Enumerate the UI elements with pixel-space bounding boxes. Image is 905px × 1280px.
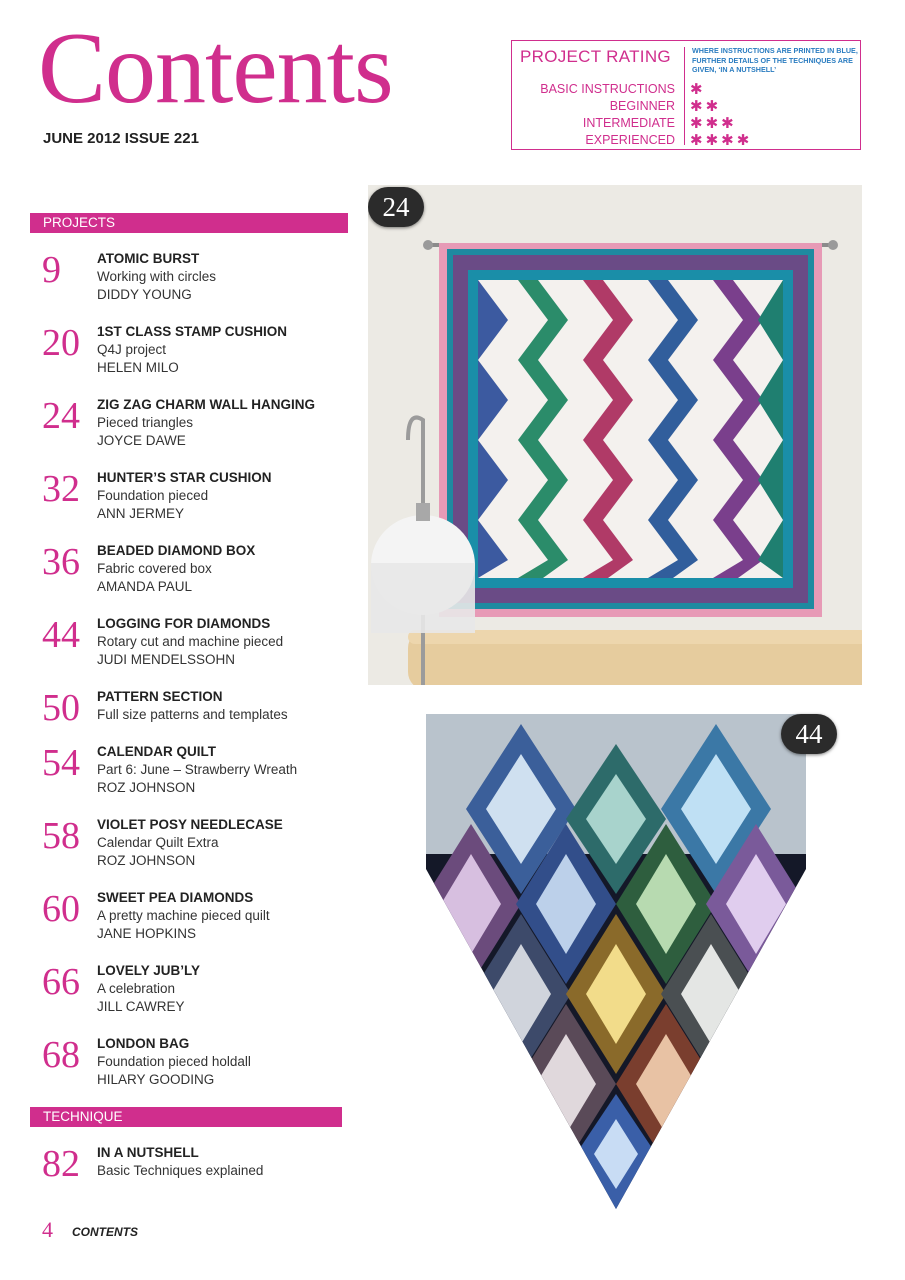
project-title: LOGGING FOR DIAMONDS [97,616,271,631]
project-author: ANN JERMEY [97,506,185,521]
zig-zag-quilt-illustration [368,185,862,685]
rating-levels [512,81,684,149]
project-entry[interactable] [0,542,350,606]
project-entry[interactable] [0,743,350,807]
project-title: ZIG ZAG CHARM WALL HANGING [97,397,315,412]
project-author: HELEN MILO [97,360,179,375]
folio-page-number: 4 [42,1217,53,1242]
project-subtitle: Foundation pieced holdall [97,1054,251,1069]
diamonds-quilt-photo [426,714,823,1214]
project-subtitle: Working with circles [97,269,217,284]
project-author: ROZ JOHNSON [97,853,196,868]
section-header-technique: TECHNIQUE [30,1107,342,1127]
project-entry[interactable] [0,889,350,953]
page-number: 68 [42,1034,80,1076]
rating-level-experienced: EXPERIENCED [585,133,675,147]
project-title: PATTERN SECTION [97,689,223,704]
project-subtitle: Calendar Quilt Extra [97,835,219,850]
project-subtitle: Full size patterns and templates [97,707,288,722]
section-header-projects: PROJECTS [30,213,348,233]
technique-entry[interactable] [0,1144,350,1208]
project-title: ATOMIC BURST [97,251,200,266]
project-title: 1ST CLASS STAMP CUSHION [97,324,288,339]
star-icon-row-4: ✱✱✱✱ [690,132,753,149]
rating-stars [690,81,752,149]
page-badge-24: 24 [368,187,424,227]
project-entry[interactable] [0,250,350,314]
rating-level-beginner: BEGINNER [609,99,675,113]
project-subtitle: A celebration [97,981,176,996]
page-number: 24 [42,395,80,437]
project-title: CALENDAR QUILT [97,744,216,759]
diamonds-quilt-illustration [426,714,812,1214]
project-entry[interactable] [0,396,350,460]
project-title: LOVELY JUB’LY [97,963,201,978]
rating-title: PROJECT RATING [520,47,671,66]
project-author: DIDDY YOUNG [97,287,192,302]
project-title: VIOLET POSY NEEDLECASE [97,817,283,832]
project-author: JILL CAWREY [97,999,185,1014]
zig-zag-quilt-photo [368,185,862,685]
star-icon-row-1: ✱ [690,81,706,98]
star-icon-row-3: ✱✱✱ [690,115,737,132]
technique-subtitle: Basic Techniques explained [97,1163,264,1178]
project-entry[interactable] [0,323,350,387]
project-author: HILARY GOODING [97,1072,215,1087]
folio-label: CONTENTS [72,1225,138,1239]
page-badge-44: 44 [781,714,837,754]
rating-level-intermediate: INTERMEDIATE [582,116,675,130]
technique-title: IN A NUTSHELL [97,1145,199,1160]
project-author: JUDI MENDELSSOHN [97,652,236,667]
rating-divider [684,47,685,145]
project-entry[interactable] [0,469,350,533]
project-entry[interactable] [0,816,350,880]
page-number: 66 [42,961,80,1003]
page-number: 20 [42,322,80,364]
page-number: 36 [42,541,80,583]
rating-level-basic: BASIC INSTRUCTIONS [540,82,675,96]
project-rating-box [511,40,861,150]
project-subtitle: Pieced triangles [97,415,194,430]
page-number: 82 [42,1143,80,1185]
project-title: BEADED DIAMOND BOX [97,543,256,558]
project-author: JANE HOPKINS [97,926,197,941]
rating-note: WHERE INSTRUCTIONS ARE PRINTED IN BLUE, FURTHER DETAILS OF THE TECHNIQUES ARE GIVEN, ‘IN A NUTSHELL’ [692,46,858,74]
project-subtitle: A pretty machine pieced quilt [97,908,270,923]
page-number: 32 [42,468,80,510]
project-title: HUNTER’S STAR CUSHION [97,470,272,485]
page-number: 9 [42,249,61,291]
issue-date: JUNE 2012 ISSUE 221 [43,130,199,147]
page-title: Contents [38,12,393,125]
page-number: 58 [42,815,80,857]
project-entry[interactable] [0,962,350,1026]
star-icon-row-2: ✱✱ [690,98,722,115]
project-author: AMANDA PAUL [97,579,193,594]
project-subtitle: Rotary cut and machine pieced [97,634,284,649]
project-entry[interactable] [0,1035,350,1099]
project-entry[interactable] [0,615,350,679]
project-title: LONDON BAG [97,1036,190,1051]
page-number: 44 [42,614,80,656]
page-number: 60 [42,888,80,930]
project-title: SWEET PEA DIAMONDS [97,890,254,905]
page-number: 54 [42,742,80,784]
project-subtitle: Foundation pieced [97,488,209,503]
project-subtitle: Part 6: June – Strawberry Wreath [97,762,298,777]
page-number: 50 [42,687,80,729]
project-subtitle: Q4J project [97,342,167,357]
project-subtitle: Fabric covered box [97,561,212,576]
project-author: JOYCE DAWE [97,433,186,448]
project-author: ROZ JOHNSON [97,780,196,795]
